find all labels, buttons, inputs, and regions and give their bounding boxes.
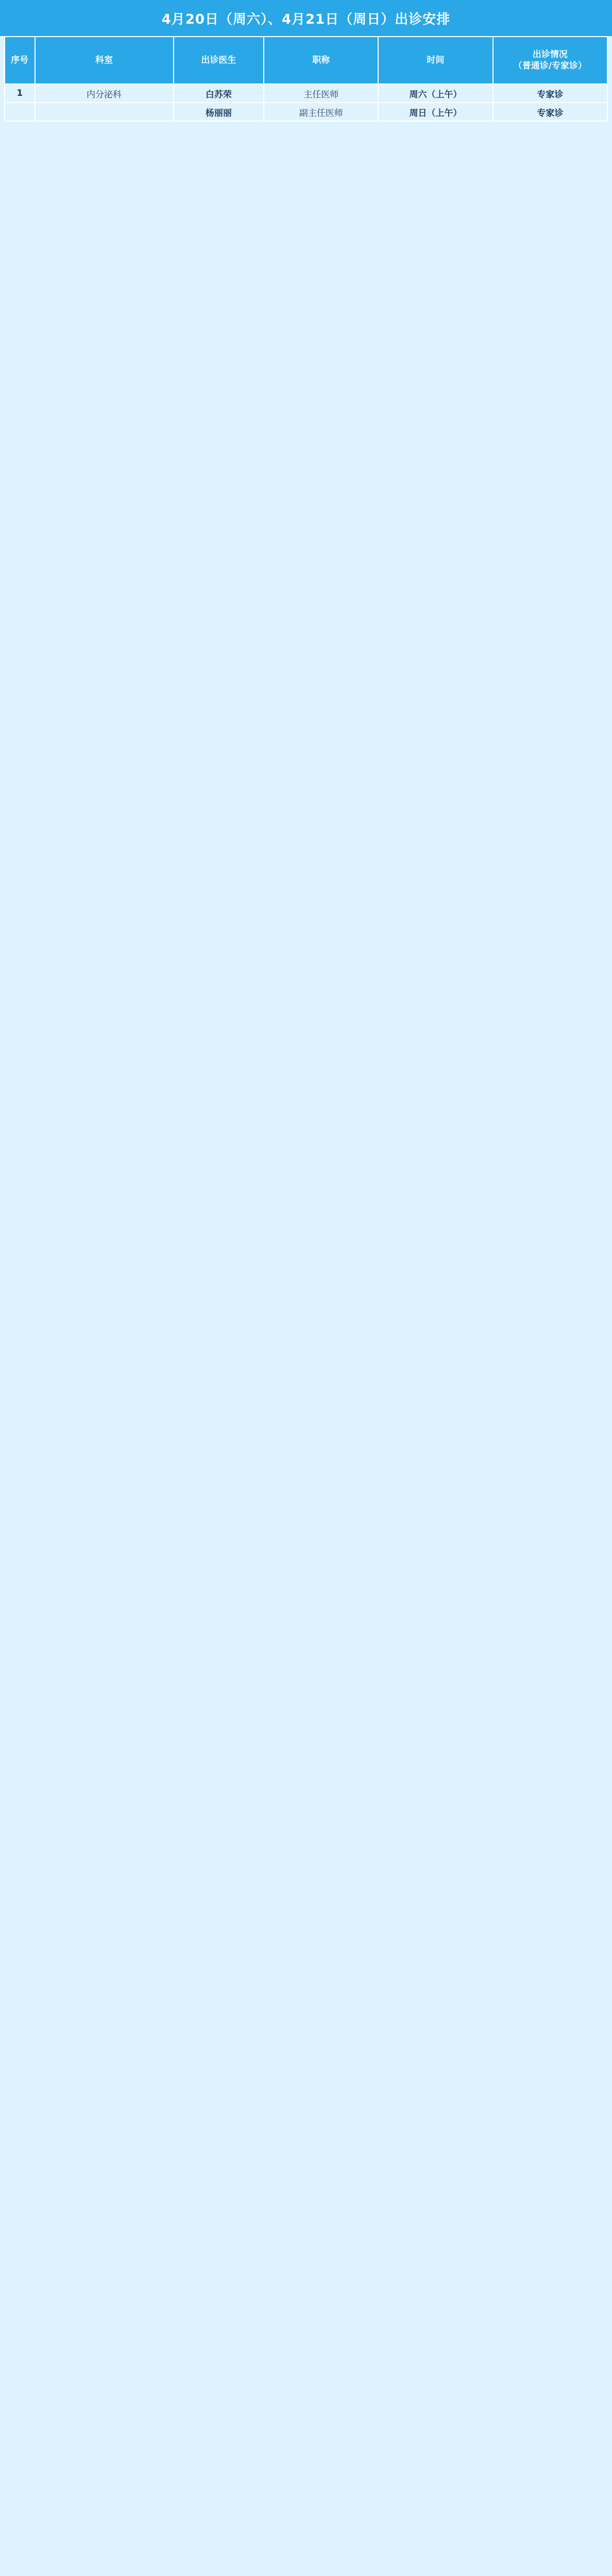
header-doctor: 出诊医生 (174, 37, 264, 84)
header-no: 序号 (5, 37, 35, 84)
row-number: 1 (5, 84, 35, 103)
clinic-type: 专家诊 (493, 103, 607, 121)
header-row (5, 37, 607, 84)
header-title: 职称 (264, 37, 378, 84)
table-row (5, 84, 607, 103)
schedule-table (4, 36, 608, 122)
doctor-title: 主任医师 (264, 84, 378, 103)
clinic-time: 周日（上午） (378, 103, 492, 121)
clinic-type: 专家诊 (493, 84, 607, 103)
header-time: 时间 (378, 37, 492, 84)
doctor-name: 杨丽丽 (174, 103, 264, 121)
department-name: 内分泌科 (35, 84, 174, 103)
doctor-title: 副主任医师 (264, 103, 378, 121)
doctor-name: 白苏荣 (174, 84, 264, 103)
page-title: 4月20日（周六）、4月21日（周日）出诊安排 (0, 0, 612, 36)
header-dept: 科室 (35, 37, 174, 84)
row-number (5, 103, 35, 121)
department-name (35, 103, 174, 121)
header-type: 出诊情况 （普通诊/专家诊） (493, 37, 607, 84)
schedule-body (5, 84, 607, 121)
table-row (5, 103, 607, 121)
schedule-header (5, 37, 607, 84)
clinic-time: 周六（上午） (378, 84, 492, 103)
